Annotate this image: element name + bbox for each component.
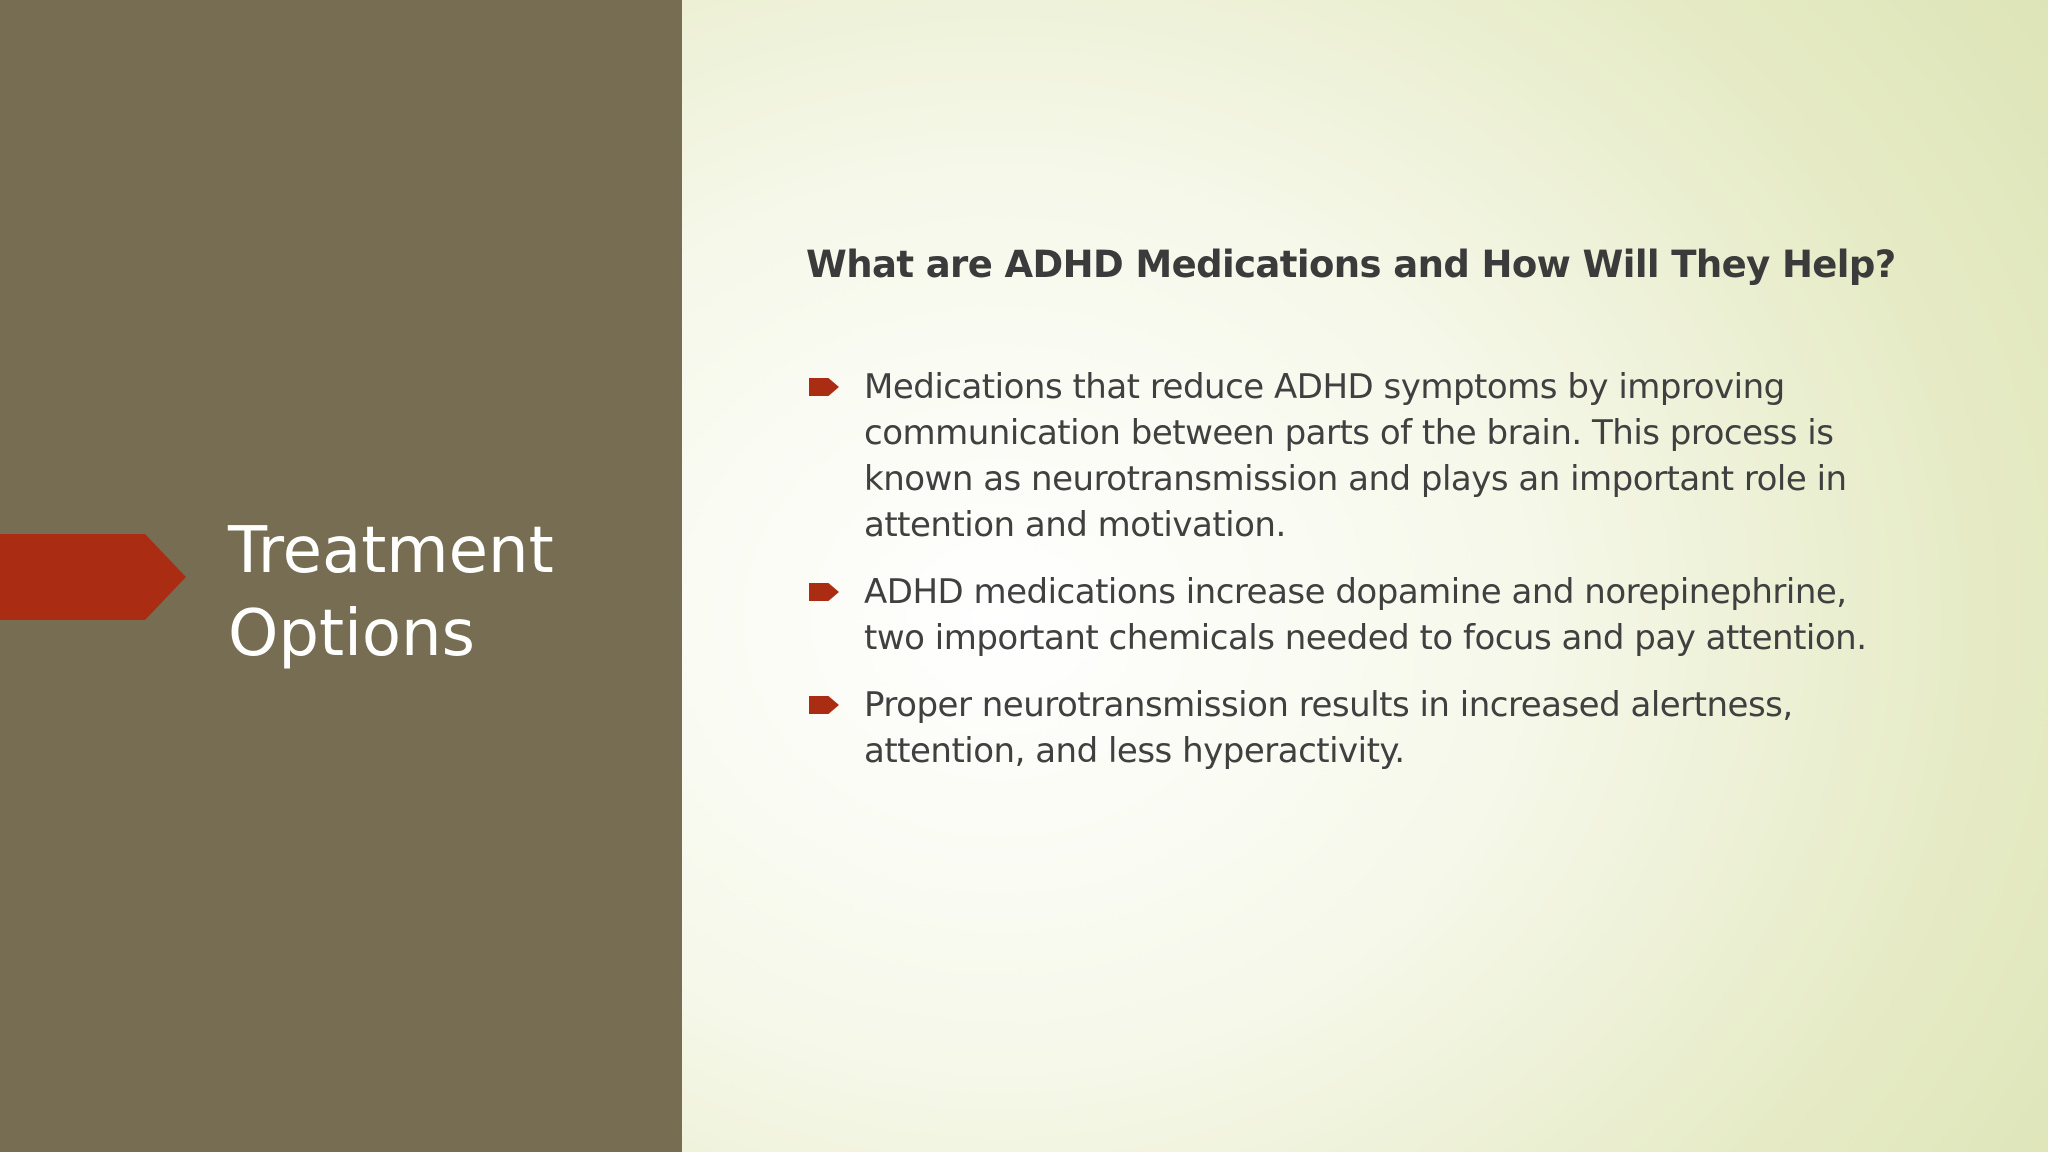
bullet-line: Medications that reduce ADHD symptoms by improving: [864, 367, 1785, 407]
bullet-line: known as neurotransmission and plays an important role in: [864, 459, 1847, 499]
arrow-bullet-icon: [809, 378, 839, 396]
bullet-line: two important chemicals needed to focus and pay attention.: [864, 618, 1867, 658]
section-title: [228, 510, 668, 676]
section-title-line: Treatment: [228, 514, 554, 588]
bullet-line: attention and motivation.: [864, 505, 1286, 545]
bullet-line: attention, and less hyperactivity.: [864, 731, 1405, 771]
content-heading: What are ADHD Medications and How Will They Help?: [806, 243, 1896, 286]
bullet-list: [806, 364, 1986, 774]
bullet-line: communication between parts of the brain. This process is: [864, 413, 1834, 453]
bullet-item: [806, 569, 1994, 661]
bullet-item: [806, 364, 1994, 548]
arrow-bullet-icon: [809, 583, 839, 601]
arrow-bullet-icon: [809, 696, 839, 714]
bullet-line: ADHD medications increase dopamine and norepinephrine,: [864, 572, 1847, 612]
bullet-line: Proper neurotransmission results in increased alertness,: [864, 685, 1793, 725]
bullet-item: [806, 682, 1994, 774]
section-title-line: Options: [228, 597, 475, 671]
content-area: [806, 236, 1986, 795]
